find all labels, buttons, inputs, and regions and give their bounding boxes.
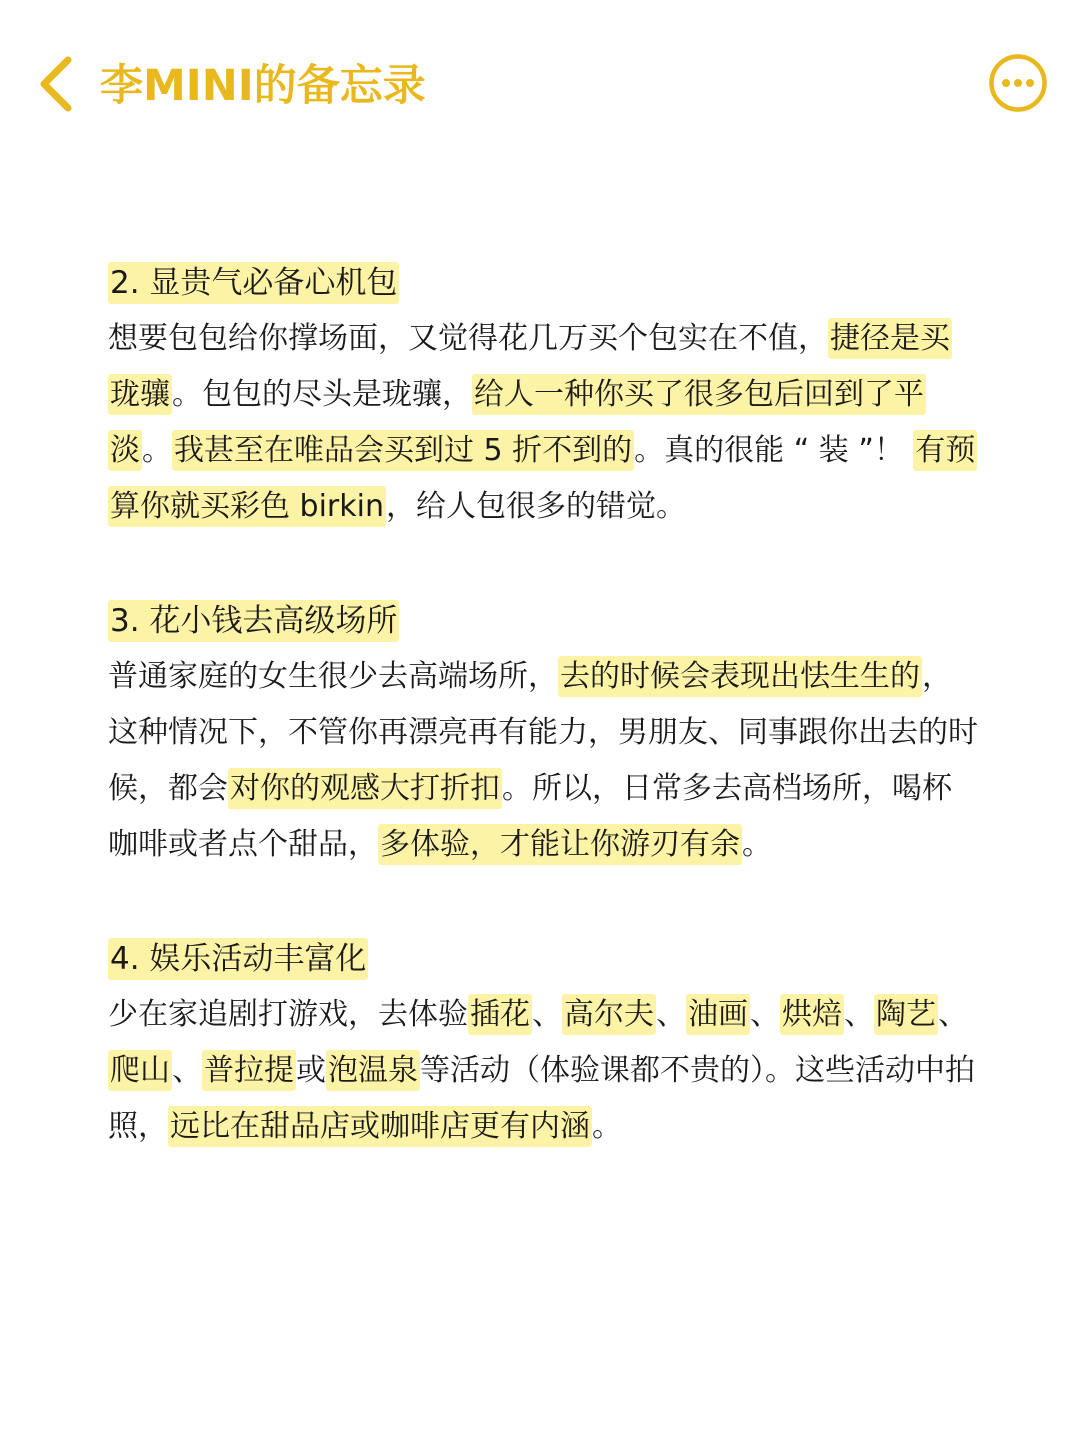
body-text: 等活动（体验课都不贵的）。这些活动中拍照，: [108, 1053, 975, 1144]
more-button[interactable]: [988, 53, 1048, 113]
note-section: [108, 593, 978, 873]
body-text: ，给人包很多的错觉。: [385, 489, 686, 524]
highlighted-text: 油画: [686, 994, 750, 1035]
highlighted-text: 捷径是买珑骧: [108, 318, 952, 415]
body-text: 想要包包给你撑场面，又觉得花几万买个包实在不值，: [108, 321, 828, 356]
highlighted-text: 高尔夫: [562, 994, 656, 1035]
body-text: 。所以，日常多去高档场所，喝杯咖啡或者点个甜品，: [108, 771, 952, 862]
section-title: [108, 255, 978, 311]
highlighted-text: 插花: [468, 994, 532, 1035]
note-section: [108, 931, 978, 1155]
note-content: [108, 255, 978, 1213]
section-title-text: 4. 娱乐活动丰富化: [108, 938, 368, 980]
section-title-text: 3. 花小钱去高级场所: [108, 600, 399, 642]
highlighted-text: 爬山: [108, 1050, 172, 1091]
body-text: 、: [844, 997, 874, 1032]
body-text: 、: [938, 997, 968, 1032]
highlighted-text: 给人一种你买了很多包后回到了平淡: [108, 374, 926, 471]
section-body: [108, 987, 978, 1155]
page-title: 李MINI的备忘录: [100, 61, 426, 111]
nav-bar: [0, 0, 1080, 170]
body-text: 、: [532, 997, 562, 1032]
body-text: 少在家追剧打游戏，去体验: [108, 997, 468, 1032]
section-title: [108, 931, 978, 987]
section-body: [108, 649, 978, 873]
body-text: 普通家庭的女生很少去高端场所，: [108, 659, 558, 694]
section-title: [108, 593, 978, 649]
body-text: 、: [172, 1053, 202, 1088]
highlighted-text: 有预算你就买彩色 birkin: [108, 430, 977, 527]
body-text: 。包包的尽头是珑骧，: [172, 377, 472, 412]
ellipsis-circle-icon: [988, 53, 1048, 113]
body-text: 。: [742, 827, 772, 862]
highlighted-text: 烘焙: [780, 994, 844, 1035]
highlighted-text: 我甚至在唯品会买到过 5 折不到的: [172, 430, 634, 471]
section-body: [108, 311, 978, 535]
highlighted-text: 陶艺: [874, 994, 938, 1035]
body-text: 、: [750, 997, 780, 1032]
highlighted-text: 泡温泉: [326, 1050, 420, 1091]
highlighted-text: 多体验，才能让你游刃有余: [378, 824, 742, 865]
body-text: ，这种情况下，不管你再漂亮再有能力，男朋友、同事跟你出去的时候，都会: [108, 659, 978, 806]
body-text: 、: [656, 997, 686, 1032]
highlighted-text: 去的时候会表现出怯生生的: [558, 656, 922, 697]
highlighted-text: 普拉提: [202, 1050, 296, 1091]
chevron-left-icon: [34, 54, 82, 114]
section-title-text: 2. 显贵气必备心机包: [108, 262, 399, 304]
body-text: 或: [296, 1053, 326, 1088]
highlighted-text: 远比在甜品店或咖啡店更有内涵: [168, 1106, 592, 1147]
highlighted-text: 对你的观感大打折扣: [228, 768, 502, 809]
back-button[interactable]: [34, 54, 82, 114]
body-text: 。真的很能 “ 装 ”！: [634, 433, 914, 468]
note-section: [108, 255, 978, 535]
body-text: 。: [142, 433, 172, 468]
body-text: 。: [592, 1109, 622, 1144]
